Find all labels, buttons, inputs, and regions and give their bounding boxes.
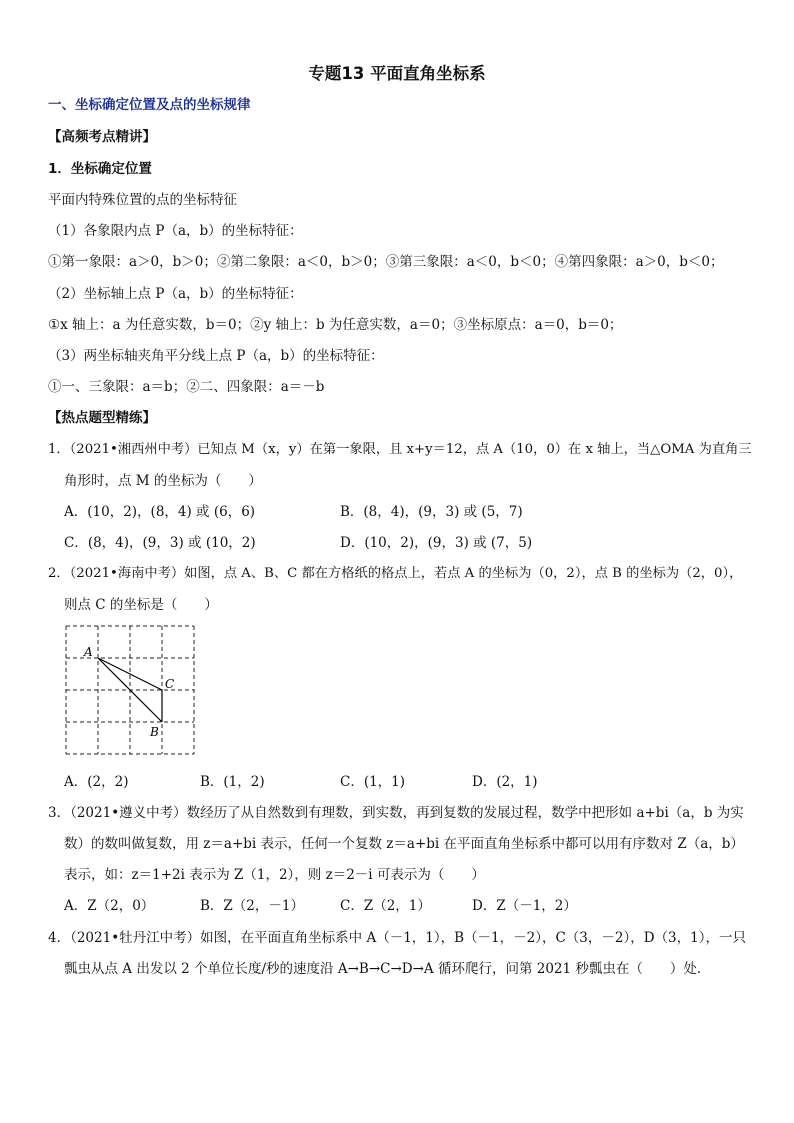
question-4-line-2: 瓢虫从点 A 出发以 2 个单位长度/秒的速度沿 A→B→C→D→A 循环爬行，问第 2021 秒瓢虫在（ ）处． bbox=[64, 961, 711, 977]
label-c: C bbox=[165, 677, 175, 691]
label-a: A bbox=[84, 645, 93, 659]
page-title: 专题13 平面直角坐标系 bbox=[308, 64, 486, 83]
grid-figure bbox=[62, 622, 202, 762]
point2-body: ①x 轴上：a 为任意实数，b＝0；②y 轴上：b 为任意实数，a＝0；③坐标原点：a＝0，b＝0； bbox=[48, 317, 623, 333]
question-3-option-d: D．Z（－1，2） bbox=[472, 898, 577, 914]
practice-header: 【热点题型精练】 bbox=[48, 410, 156, 426]
point3-heading: （3）两坐标轴夹角平分线上点 P（a，b）的坐标特征： bbox=[48, 348, 384, 364]
question-1-option-c: C．(8，4)，(9，3) 或 (10，2) bbox=[64, 535, 256, 551]
subsection-heading: 1．坐标确定位置 bbox=[48, 161, 152, 177]
question-2-option-d: D．(2，1) bbox=[472, 774, 538, 790]
point3-body: ①一、三象限：a＝b；②二、四象限：a＝－b bbox=[48, 379, 325, 395]
question-3-option-b: B．Z（2，－1） bbox=[200, 898, 304, 914]
question-2-option-a: A．(2，2) bbox=[64, 774, 129, 790]
question-3-line-3: 表示，如：z＝1+2i 表示为 Z（1，2），则 z＝2－i 可表示为（ ） bbox=[64, 867, 485, 883]
question-1-option-b: B．(8，4)，(9，3) 或 (5，7) bbox=[340, 504, 523, 520]
question-2-line-1: 2．（2021•海南中考）如图，点 A、B、C 都在方格纸的格点上，若点 A 的坐标为（0，2），点 B 的坐标为（2，0）， bbox=[48, 566, 743, 581]
question-1-option-d: D．(10，2)，(9，3) 或 (7，5) bbox=[340, 535, 533, 551]
point1-body: ①第一象限：a＞0，b＞0；②第二象限：a＜0，b＞0；③第三象限：a＜0，b＜0；④第四象限：a＞0，b＜0； bbox=[48, 254, 724, 270]
point1-heading: （1）各象限内点 P（a，b）的坐标特征： bbox=[48, 223, 303, 239]
label-b: B bbox=[150, 725, 159, 739]
question-3-option-a: A．Z（2，0） bbox=[64, 898, 155, 914]
intro-text: 平面内特殊位置的点的坐标特征 bbox=[48, 192, 237, 208]
point2-heading: （2）坐标轴上点 P（a，b）的坐标特征： bbox=[48, 286, 303, 302]
question-2-option-b: B．(1，2) bbox=[200, 774, 265, 790]
question-3-line-2: 数）的数叫做复数，用 z＝a+bi 表示，任何一个复数 z＝a+bi 在平面直角坐标系中都可以用有序数对 Z（a，b） bbox=[64, 836, 744, 852]
question-3-line-1: 3．（2021•遵义中考）数经历了从自然数到有理数，到实数，再到复数的发展过程，数学中把形如 a+bi（a，b 为实 bbox=[48, 805, 744, 821]
question-2-line-2: 则点 C 的坐标是（ ） bbox=[64, 597, 218, 613]
question-1-line-2: 角形时，点 M 的坐标为（ ） bbox=[64, 473, 262, 489]
lecture-header: 【高频考点精讲】 bbox=[48, 129, 156, 145]
section-heading: 一、坐标确定位置及点的坐标规律 bbox=[48, 97, 251, 113]
question-2-option-c: C．(1，1) bbox=[340, 774, 406, 790]
question-1-line-1: 1．（2021•湘西州中考）已知点 M（x，y）在第一象限，且 x+y＝12，点 A（10，0）在 x 轴上，当△OMA 为直角三 bbox=[48, 442, 752, 457]
question-3-option-c: C．Z（2，1） bbox=[340, 898, 431, 914]
question-4-line-1: 4．（2021•牡丹江中考）如图，在平面直角坐标系中 A（－1，1），B（－1，－2），C（3，－2），D（3，1），一只 bbox=[48, 930, 746, 946]
question-1-option-a: A．(10，2)，(8，4) 或 (6，6) bbox=[64, 504, 256, 520]
